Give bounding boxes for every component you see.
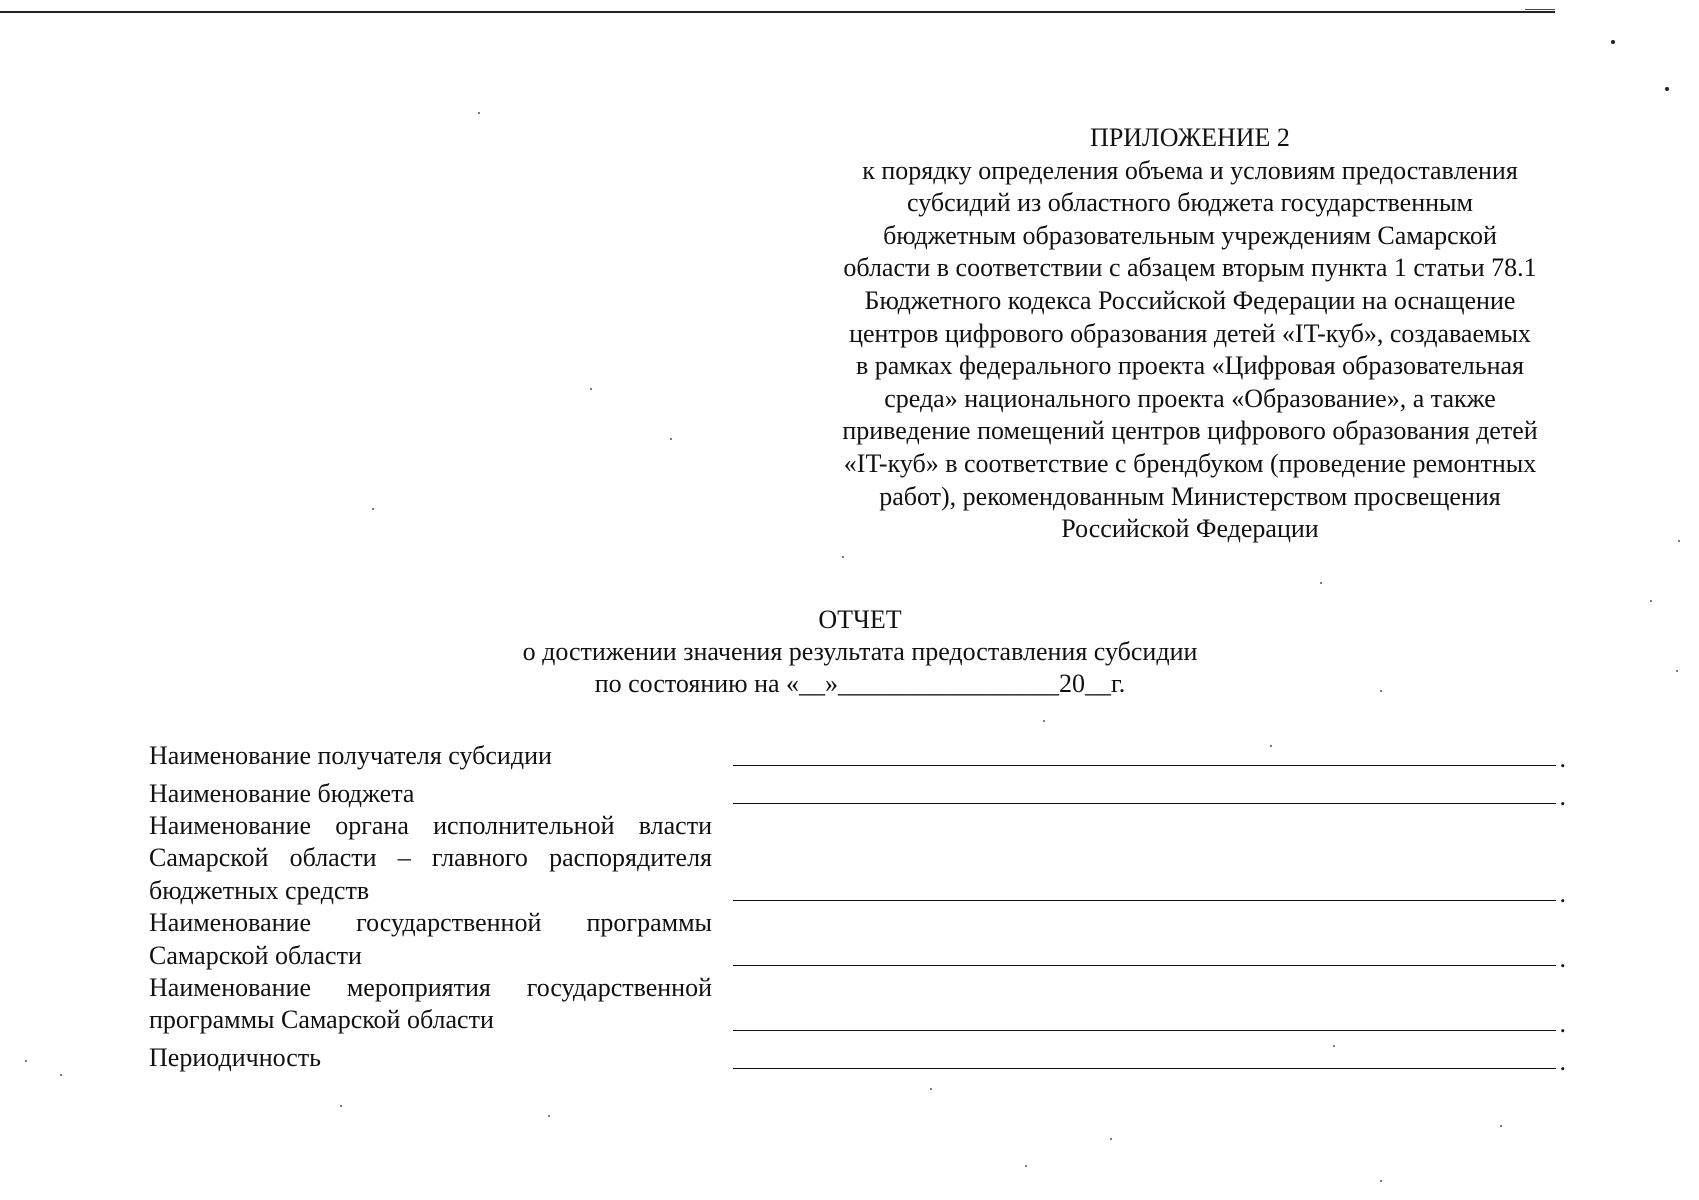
- scan-speck: [60, 1074, 62, 1076]
- field-label: [149, 1042, 712, 1074]
- scan-speck: [478, 112, 480, 114]
- field-label: [149, 907, 712, 972]
- scan-speck: [670, 438, 672, 440]
- field-label: [149, 972, 712, 1037]
- appendix-line: «IT-куб» в соответствие с брендбуком (проведение ремонтных: [843, 448, 1537, 478]
- field-label-line: Самарской области – главного распорядителя: [149, 843, 712, 873]
- scan-speck: [842, 556, 844, 558]
- field-periodicity: [149, 1037, 1566, 1076]
- field-terminator: .: [1559, 944, 1566, 974]
- field-budget: [149, 772, 1566, 811]
- field-fill-line[interactable]: [733, 999, 1566, 1038]
- field-label-line: бюджетных средств: [149, 875, 370, 905]
- field-fill-line[interactable]: [733, 934, 1566, 974]
- scan-speck: [1333, 1045, 1335, 1047]
- scan-speck: [1500, 1125, 1502, 1127]
- field-terminator: .: [1559, 1008, 1566, 1038]
- appendix-line: к порядку определения объема и условиям предоставления: [862, 155, 1518, 185]
- scan-speck: [1270, 745, 1272, 747]
- scan-speck: [1025, 1165, 1027, 1167]
- field-label-line: Наименование органа исполнительной власти: [149, 811, 712, 840]
- field-terminator: .: [1559, 782, 1566, 811]
- field-fill-line[interactable]: [733, 869, 1566, 909]
- scan-speck: [1380, 1180, 1382, 1182]
- field-authority: [149, 810, 1566, 909]
- report-title: ОТЧЕТ: [818, 605, 902, 634]
- scan-speck: [1320, 582, 1322, 584]
- field-recipient: [149, 734, 1566, 773]
- appendix-line: Бюджетного кодекса Российской Федерации на оснащение: [864, 285, 1516, 315]
- scan-speck: [372, 508, 374, 510]
- field-label-line: Наименование получателя субсидии: [149, 740, 552, 770]
- form-fields: [149, 734, 1566, 1076]
- appendix-line: работ), рекомендованным Министерством просвещения: [879, 481, 1501, 511]
- field-program: [149, 907, 1566, 974]
- scan-speck: [1676, 670, 1678, 672]
- appendix-line: среда» национального проекта «Образование», а также: [884, 383, 1496, 413]
- scan-speck: [1043, 720, 1045, 722]
- field-terminator: .: [1559, 1046, 1566, 1076]
- top-scan-border: [0, 11, 1555, 13]
- appendix-block: [790, 122, 1590, 546]
- scan-speck: [1650, 600, 1652, 602]
- report-subtitle: о достижении значения результата предоставления субсидии: [522, 637, 1198, 666]
- scan-speck: [548, 1115, 550, 1117]
- appendix-line: субсидий из областного бюджета государственным: [907, 188, 1473, 218]
- report-date-line: по состоянию на «__»_________________20__г.: [594, 669, 1126, 698]
- top-scan-border-fragment: [1525, 9, 1555, 10]
- appendix-line: центров цифрового образования детей «IT-куб», создаваемых: [849, 318, 1531, 348]
- scan-speck: [1678, 540, 1680, 542]
- field-terminator: .: [1559, 879, 1566, 909]
- scan-speck: [1665, 87, 1669, 91]
- scan-speck: [1110, 1138, 1112, 1140]
- field-label-line: Самарской области: [149, 940, 362, 970]
- scan-speck: [930, 1088, 932, 1090]
- field-fill-line[interactable]: [733, 734, 1566, 773]
- appendix-line: области в соответствии с абзацем вторым пункта 1 статьи 78.1: [843, 253, 1537, 283]
- field-label-line: Наименование государственной программы: [149, 908, 712, 938]
- field-activity: [149, 972, 1566, 1038]
- field-label-line: Наименование мероприятия государственной: [149, 973, 712, 1003]
- field-label-line: программы Самарской области: [149, 1005, 494, 1035]
- appendix-heading: ПРИЛОЖЕНИЕ 2: [1090, 123, 1290, 152]
- report-title-block: [380, 604, 1340, 700]
- field-fill-line[interactable]: [733, 1037, 1566, 1076]
- field-label-line: Периодичность: [149, 1043, 322, 1073]
- scan-speck: [340, 1105, 342, 1107]
- scan-speck: [590, 388, 592, 390]
- field-fill-line[interactable]: [733, 772, 1566, 811]
- field-label-line: Наименование бюджета: [149, 778, 415, 808]
- field-terminator: .: [1559, 744, 1566, 773]
- field-label: [149, 810, 712, 907]
- appendix-line: бюджетным образовательным учреждениям Самарской: [883, 220, 1497, 250]
- appendix-line: приведение помещений центров цифрового образования детей: [842, 416, 1538, 446]
- field-label: [149, 740, 712, 772]
- appendix-line: в рамках федерального проекта «Цифровая образовательная: [856, 351, 1524, 381]
- appendix-line: Российской Федерации: [1061, 514, 1319, 544]
- scan-speck: [1611, 40, 1615, 44]
- field-label: [149, 778, 712, 810]
- scan-speck: [25, 1060, 27, 1062]
- scan-speck: [1380, 690, 1382, 692]
